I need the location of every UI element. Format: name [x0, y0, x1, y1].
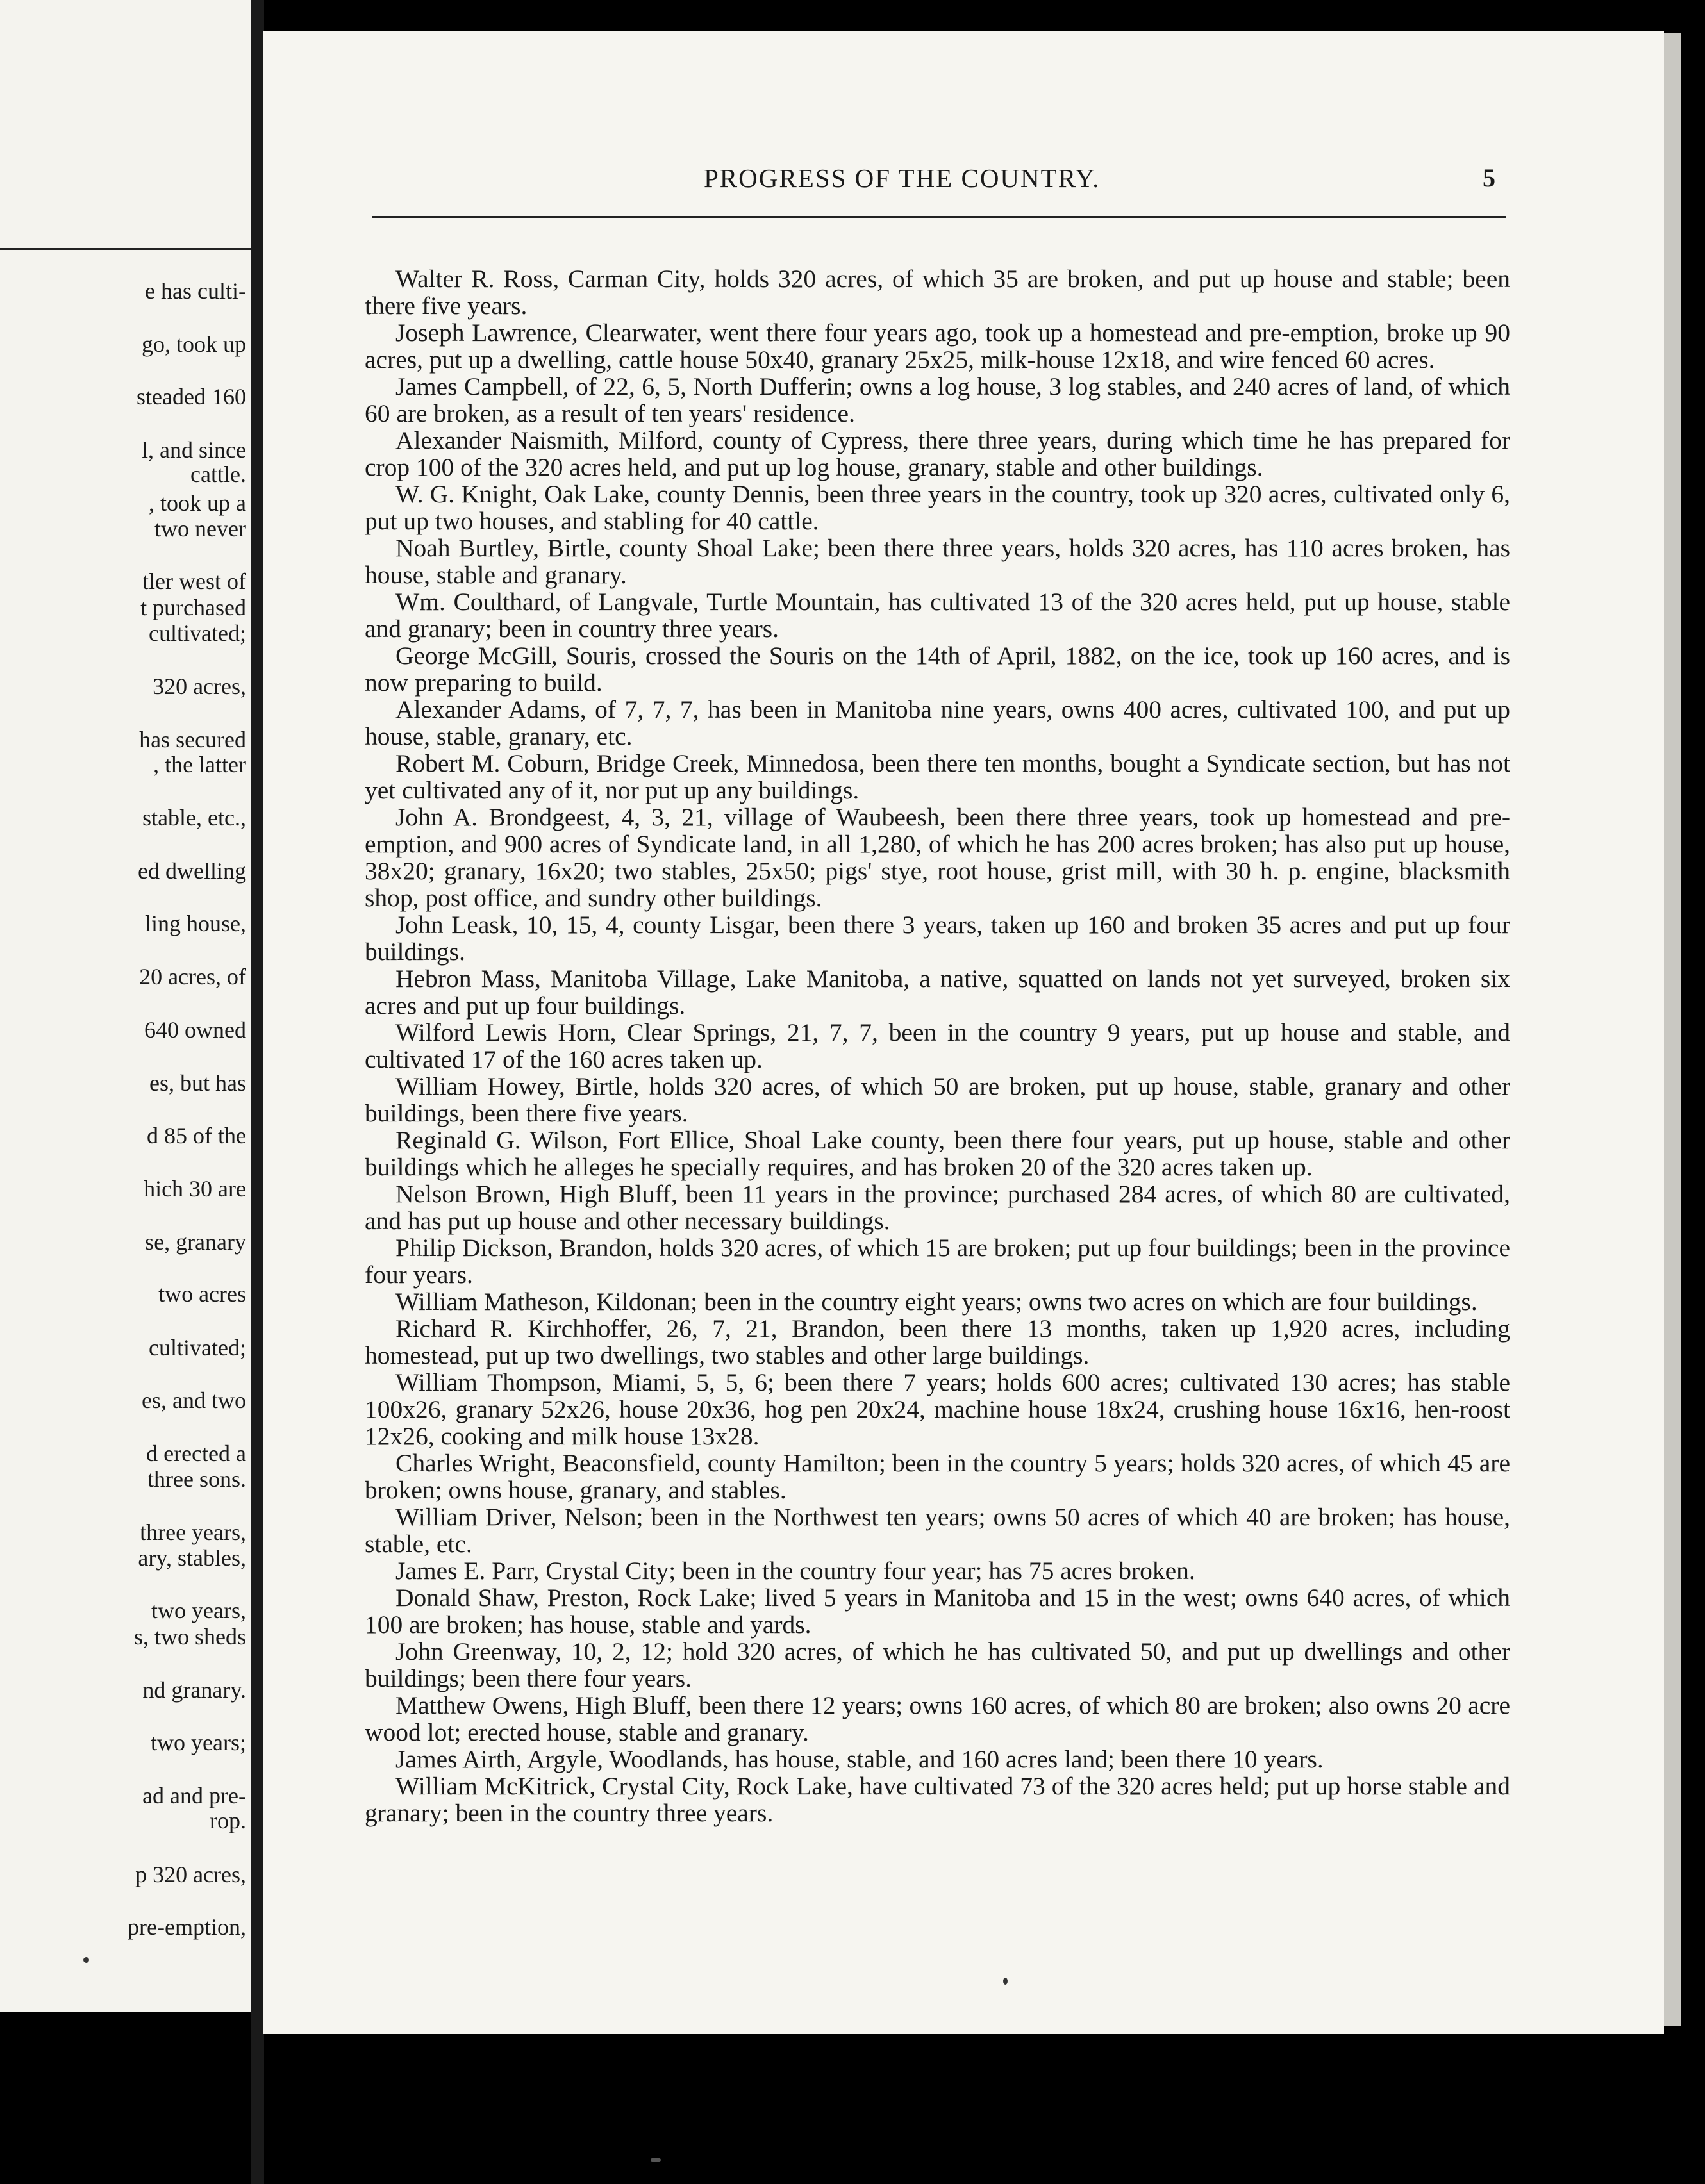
- entry-paragraph: William Driver, Nelson; been in the Northwest ten years; owns 50 acres of which 40 are broken; has house, stable, etc.: [365, 1503, 1510, 1558]
- previous-page-line: cultivated;: [149, 620, 246, 646]
- page-edge: [1664, 33, 1681, 2026]
- entry-paragraph: Charles Wright, Beaconsfield, county Hamilton; been in the country 5 years; holds 320 acres, of which 45 are broken; owns house, granary, and stables.: [365, 1449, 1510, 1504]
- entry-paragraph: Alexander Naismith, Milford, county of Cypress, there three years, during which time he has prepared for crop 100 of the 320 acres held, and put up log house, granary, stable and other buildings.: [365, 426, 1510, 481]
- entry-paragraph: Matthew Owens, High Bluff, been there 12 years; owns 160 acres, of which 80 are broken; also owns 20 acre wood lot; erected house, stable and granary.: [365, 1691, 1510, 1746]
- ink-speck: [83, 1957, 89, 1963]
- previous-page-line: d 85 of the: [147, 1123, 246, 1148]
- page-number: 5: [1483, 163, 1495, 192]
- previous-page-line: l, and since: [142, 437, 246, 463]
- entry-paragraph: Joseph Lawrence, Clearwater, went there four years ago, took up a homestead and pre-emption, broke up 90 acres, put up a dwelling, cattle house 50x40, granary 25x25, milk-house 12x18, and wire fenced 60 acres.: [365, 318, 1510, 374]
- entry-paragraph: George McGill, Souris, crossed the Souris on the 14th of April, 1882, on the ice, took up 160 acres, and is now preparing to build.: [365, 641, 1510, 697]
- previous-page-line: has secured: [139, 727, 246, 752]
- previous-page-line: ary, stables,: [138, 1545, 246, 1571]
- previous-page-line: 320 acres,: [153, 674, 246, 699]
- entry-paragraph: Donald Shaw, Preston, Rock Lake; lived 5 years in Manitoba and 15 in the west; owns 640 acres, of which 100 are broken; has house, stable and yards.: [365, 1584, 1510, 1639]
- previous-page-line: s, two sheds: [133, 1624, 246, 1650]
- previous-page-line: , the latter: [153, 752, 246, 777]
- entry-paragraph: Walter R. Ross, Carman City, holds 320 acres, of which 35 are broken, and put up house and stable; been there five years.: [365, 265, 1510, 320]
- entry-paragraph: W. G. Knight, Oak Lake, county Dennis, been three years in the country, took up 320 acres, cultivated only 6, put up two houses, and stabling for 40 cattle.: [365, 480, 1510, 535]
- previous-page-fragment: [0, 0, 251, 2012]
- entry-paragraph: Hebron Mass, Manitoba Village, Lake Manitoba, a native, squatted on lands not yet surveyed, broken six acres and put up four buildings.: [365, 964, 1510, 1020]
- book-gutter: [251, 0, 264, 2184]
- previous-page-line: 20 acres, of: [139, 964, 246, 989]
- previous-page-line: se, granary: [145, 1229, 246, 1255]
- previous-page-line: rop.: [210, 1808, 246, 1833]
- running-title: PROGRESS OF THE COUNTRY.: [704, 163, 1101, 193]
- previous-page-line: ad and pre-: [142, 1783, 246, 1808]
- previous-page-line: es, and two: [142, 1387, 246, 1413]
- entry-paragraph: Philip Dickson, Brandon, holds 320 acres, of which 15 are broken; put up four buildings; been in the province four years.: [365, 1234, 1510, 1289]
- previous-page-line: two years;: [151, 1730, 246, 1755]
- previous-page-line: two never: [154, 516, 246, 542]
- previous-page-line: go, took up: [141, 331, 246, 357]
- previous-page-line: 640 owned: [144, 1017, 246, 1043]
- entry-paragraph: Richard R. Kirchhoffer, 26, 7, 21, Brandon, been there 13 months, taken up 1,920 acres, including homestead, put up two dwellings, two stables and other large buildings.: [365, 1314, 1510, 1369]
- previous-page-line: p 320 acres,: [135, 1862, 246, 1887]
- entry-paragraph: William McKitrick, Crystal City, Rock Lake, have cultivated 73 of the 320 acres held; put up horse stable and granary; been in the country three years.: [365, 1772, 1510, 1827]
- previous-page-line: pre-emption,: [128, 1914, 246, 1940]
- entry-paragraph: John A. Brondgeest, 4, 3, 21, village of Waubeesh, been there three years, took up homestead and pre-emption, and 900 acres of Syndicate land, in all 1,280, of which he has 200 acres broken; has also put up house, 38x20; granary, 16x20; two stables, 25x50; pigs' stye, root house, grist mill, with 30 h. p. engine, blacksmith shop, post office, and sundry other buildings.: [365, 803, 1510, 912]
- previous-page-line: nd granary.: [142, 1677, 246, 1703]
- previous-page-line: three sons.: [147, 1466, 246, 1492]
- entry-paragraph: Noah Burtley, Birtle, county Shoal Lake; been there three years, holds 320 acres, has 110 acres broken, has house, stable and granary.: [365, 534, 1510, 589]
- previous-page-line: cultivated;: [149, 1335, 246, 1361]
- entry-paragraph: Wilford Lewis Horn, Clear Springs, 21, 7, 7, been in the country 9 years, put up house and stable, and cultivated 17 of the 160 acres taken up.: [365, 1018, 1510, 1073]
- entry-paragraph: John Leask, 10, 15, 4, county Lisgar, been there 3 years, taken up 160 and broken 35 acres and put up four buildings.: [365, 911, 1510, 966]
- previous-page-line: ed dwelling: [138, 858, 246, 884]
- previous-page-line: es, but has: [149, 1070, 246, 1096]
- previous-page-line: two years,: [151, 1598, 246, 1623]
- entry-paragraph: James E. Parr, Crystal City; been in the country four year; has 75 acres broken.: [395, 1557, 1195, 1585]
- entry-paragraph: James Airth, Argyle, Woodlands, has house, stable, and 160 acres land; been there 10 years.: [395, 1745, 1324, 1773]
- ink-speck: [1003, 1978, 1008, 1985]
- previous-page-line: e has culti-: [145, 278, 246, 304]
- previous-page-line: three years,: [140, 1519, 246, 1545]
- previous-page-line: two acres: [158, 1281, 246, 1307]
- header-rule: [372, 216, 1506, 218]
- previous-page-line: tler west of: [142, 568, 246, 594]
- previous-page-line: cattle.: [190, 461, 246, 487]
- entry-paragraph: Nelson Brown, High Bluff, been 11 years in the province; purchased 284 acres, of which 80 are cultivated, and has put up house and other necessary buildings.: [365, 1180, 1510, 1235]
- previous-page-line: steaded 160: [137, 384, 246, 410]
- previous-page-line: d erected a: [146, 1441, 246, 1466]
- entry-paragraph: Wm. Coulthard, of Langvale, Turtle Mountain, has cultivated 13 of the 320 acres held, put up house, stable and granary; been in country three years.: [365, 588, 1510, 643]
- entry-paragraph: William Matheson, Kildonan; been in the country eight years; owns two acres on which are four buildings.: [395, 1287, 1477, 1316]
- entry-paragraph: James Campbell, of 22, 6, 5, North Dufferin; owns a log house, 3 log stables, and 240 acres of land, of which 60 are broken, as a result of ten years' residence.: [365, 372, 1510, 427]
- entry-paragraph: Alexander Adams, of 7, 7, 7, has been in Manitoba nine years, owns 400 acres, cultivated 100, and put up house, stable, granary, etc.: [365, 695, 1510, 750]
- entry-paragraph: William Howey, Birtle, holds 320 acres, of which 50 are broken, put up house, stable, granary and other buildings, been there five years.: [365, 1072, 1510, 1127]
- page-body: [365, 265, 1510, 1826]
- previous-page-line: hich 30 are: [144, 1176, 246, 1202]
- entry-paragraph: John Greenway, 10, 2, 12; hold 320 acres, of which he has cultivated 50, and put up dwellings and other buildings; been there four years.: [365, 1637, 1510, 1692]
- entry-paragraph: Reginald G. Wilson, Fort Ellice, Shoal Lake county, been there four years, put up house, stable and other buildings which he alleges he specially requires, and has broken 20 of the 320 acres taken up.: [365, 1126, 1510, 1181]
- previous-page-line: ling house,: [145, 911, 246, 936]
- previous-page-line: , took up a: [149, 490, 246, 516]
- ink-speck: [651, 2158, 661, 2162]
- previous-page-line: stable, etc.,: [142, 805, 246, 831]
- previous-page-header-rule: [0, 248, 251, 250]
- entry-paragraph: William Thompson, Miami, 5, 5, 6; been there 7 years; holds 600 acres; cultivated 130 acres; has stable 100x26, granary 52x26, house 20x36, hog pen 20x24, machine house 18x24, crushing house 16x16, hen-roost 12x26, cooking and milk house 13x28.: [365, 1368, 1510, 1450]
- entry-paragraph: Robert M. Coburn, Bridge Creek, Minnedosa, been there ten months, bought a Syndicate section, but has not yet cultivated any of it, nor put up any buildings.: [365, 749, 1510, 804]
- previous-page-line: t purchased: [140, 595, 246, 620]
